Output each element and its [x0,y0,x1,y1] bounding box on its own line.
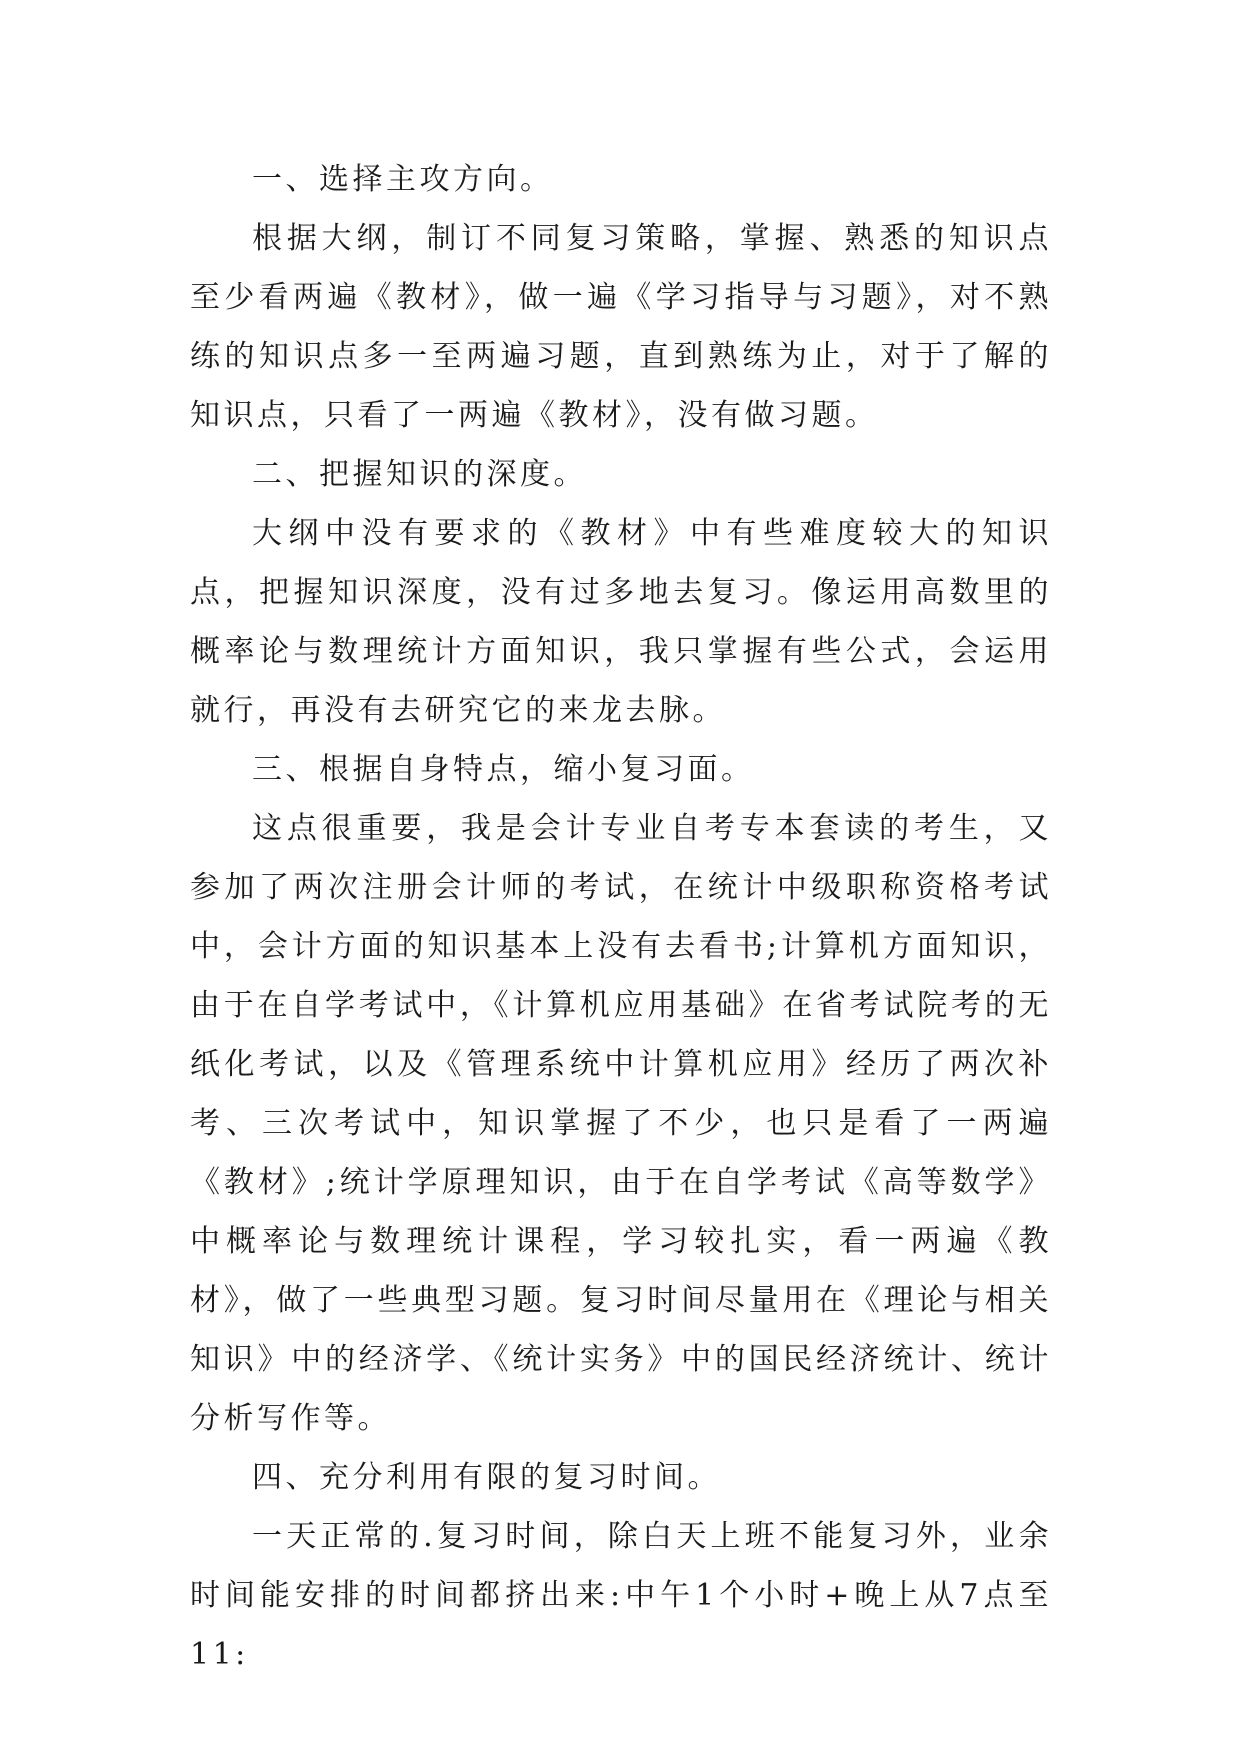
section-heading-2: 二、把握知识的深度。 [252,457,587,492]
paragraph-1: 根据大纲，制订不同复习策略，掌握、熟悉的知识点至少看两遍《教材》，做一遍《学习指导与习题》，对不熟练的知识点多一至两遍习题，直到熟练为止，对于了解的知识点，只看了一两遍《教材》，没有做习题。 [190,221,1052,433]
paragraph-4: 一天正常的.复习时间，除白天上班不能复习外，业余时间能安排的时间都挤出来:中午1个小时+晚上从7点至11: [190,1519,1052,1672]
paragraph-3: 这点很重要，我是会计专业自考专本套读的考生，又参加了两次注册会计师的考试，在统计中级职称资格考试中，会计方面的知识基本上没有去看书;计算机方面知识，由于在自学考试中，《计算机应用基础》在省考试院考的无纸化考试，以及《管理系统中计算机应用》经历了两次补考、三次考试中，知识掌握了不少，也只是看了一两遍《教材》;统计学原理知识，由于在自学考试《高等数学》中概率论与数理统计课程，学习较扎实，看一两遍《教材》，做了一些典型习题。复习时间尽量用在《理论与相关知识》中的经济学、《统计实务》中的国民经济统计、统计分析写作等。 [190,811,1052,1436]
document-body [190,150,1052,1684]
section-heading-4: 四、充分利用有限的复习时间。 [252,1460,721,1495]
section-heading-3: 三、根据自身特点，缩小复习面。 [252,752,755,787]
section-heading-1: 一、选择主攻方向。 [252,162,554,197]
paragraph-2: 大纲中没有要求的《教材》中有些难度较大的知识点，把握知识深度，没有过多地去复习。像运用高数里的概率论与数理统计方面知识，我只掌握有些公式，会运用就行，再没有去研究它的来龙去脉。 [190,516,1052,728]
